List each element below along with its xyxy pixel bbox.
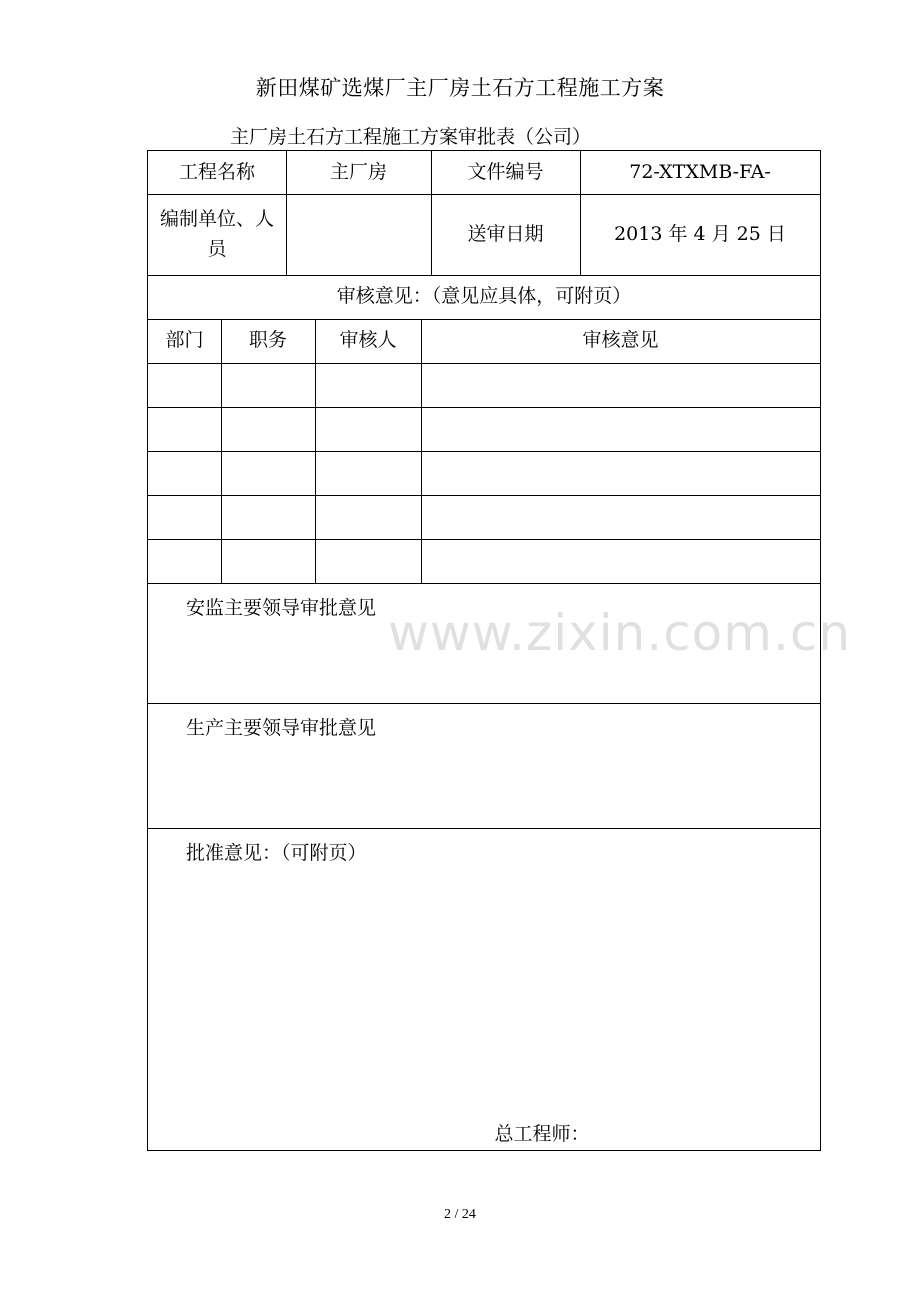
column-header-department: 部门 — [165, 329, 204, 352]
row-divider — [148, 703, 820, 704]
column-header-position: 职务 — [248, 329, 287, 352]
table-cell — [221, 451, 315, 495]
table-cell — [421, 363, 820, 407]
compiler-value — [286, 194, 431, 275]
submit-date-value: 2013 年 4 月 25 日 — [614, 222, 786, 245]
review-heading: 审核意见：（意见应具体，可附页） — [336, 285, 632, 308]
form-title: 主厂房土石方工程施工方案审批表（公司） — [230, 126, 592, 148]
column-header-reviewer: 审核人 — [339, 329, 397, 352]
table-cell — [315, 363, 421, 407]
project-name-value: 主厂房 — [329, 160, 387, 183]
project-name-label: 工程名称 — [178, 160, 255, 183]
table-cell — [421, 539, 820, 583]
submit-date-label: 送审日期 — [467, 222, 544, 245]
table-cell — [148, 451, 221, 495]
table-cell — [421, 451, 820, 495]
table-cell — [221, 407, 315, 451]
file-number-label: 文件编号 — [467, 160, 544, 183]
compiler-label: 编制单位、人员 — [159, 208, 274, 260]
document-title: 新田煤矿选煤厂主厂房土石方工程施工方案 — [255, 76, 665, 100]
table-cell — [221, 495, 315, 539]
table-cell — [315, 495, 421, 539]
table-cell — [148, 539, 221, 583]
production-approval-label: 生产主要领导审批意见 — [186, 717, 377, 739]
table-cell — [148, 495, 221, 539]
chief-engineer-label: 总工程师： — [494, 1123, 590, 1146]
file-number-value: 72-XTXMB-FA- — [629, 160, 771, 183]
table-cell — [421, 407, 820, 451]
table-cell — [221, 539, 315, 583]
safety-approval-label: 安监主要领导审批意见 — [186, 597, 377, 619]
row-divider — [148, 583, 820, 584]
table-cell — [148, 363, 221, 407]
watermark: www.zixin.com.cn — [388, 604, 852, 662]
page-number: 2 / 24 — [444, 1207, 476, 1222]
table-cell — [315, 407, 421, 451]
table-cell — [221, 363, 315, 407]
table-cell — [315, 451, 421, 495]
column-header-opinion: 审核意见 — [582, 329, 659, 352]
row-divider — [148, 828, 820, 829]
approval-opinion-label: 批准意见：（可附页） — [186, 842, 367, 864]
table-cell — [421, 495, 820, 539]
table-cell — [148, 407, 221, 451]
table-cell — [315, 539, 421, 583]
